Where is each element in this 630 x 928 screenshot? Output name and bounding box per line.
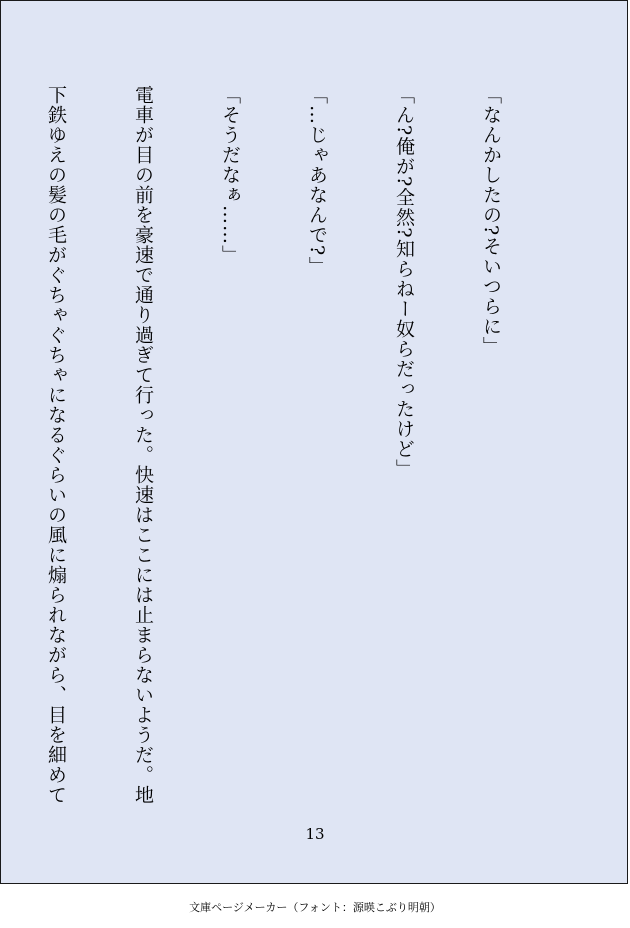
text-line: 電車が目の前を豪速で通り過ぎて行った。快速はここには止まらないようだ。地 (132, 85, 154, 805)
text-line: 「そうだなぁ……」 (219, 85, 241, 265)
footer-credit: 文庫ページメーカー（フォント：源暎こぶり明朝） (189, 901, 441, 914)
text-line: 「…じゃあなんで?」 (306, 85, 328, 277)
text-line: 下鉄ゆえの髪の毛がぐちゃぐちゃになるぐらいの風に煽られながら、目を細めて (45, 85, 67, 805)
page-number: 13 (305, 825, 325, 843)
text-line: 「ん?俺が?全然?知らねー奴らだったけど」 (393, 85, 415, 479)
text-line: 「なんかしたの?そいつらに」 (480, 85, 502, 357)
vertical-text-body (45, 85, 563, 805)
